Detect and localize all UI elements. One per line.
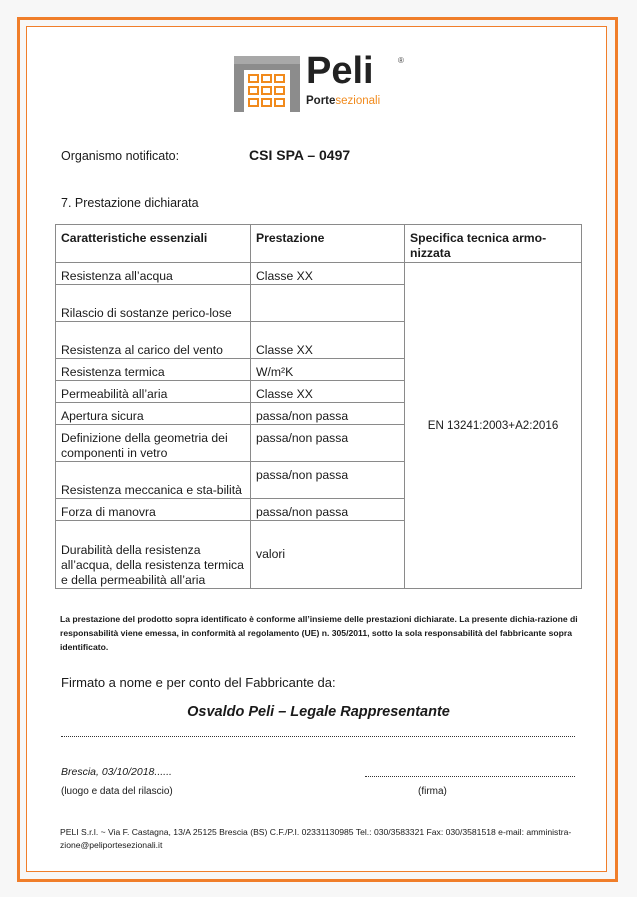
row-performance: valori: [251, 521, 405, 589]
row-performance: Classe XX: [251, 263, 405, 285]
header-harmonized-spec-line2: nizzata: [410, 246, 451, 260]
logo-window: [248, 98, 259, 107]
header-performance: Prestazione: [251, 225, 405, 263]
footer-line-2: zione@peliportesezionali.it: [60, 840, 163, 850]
table-header-row: [56, 225, 582, 263]
row-characteristic: Apertura sicura: [56, 403, 251, 425]
row-performance: passa/non passa: [251, 425, 405, 462]
harmonized-standard: EN 13241:2003+A2:2016: [405, 263, 582, 589]
row-characteristic: Rilascio di sostanze perico-lose: [56, 285, 251, 322]
logo-tagline: [306, 96, 380, 108]
signed-by-label: Firmato a nome e per conto del Fabbricante da:: [61, 675, 336, 690]
logo-window: [261, 86, 272, 95]
row-characteristic: Definizione della geometria dei componenti in vetro: [56, 425, 251, 462]
place-date: Brescia, 03/10/2018......: [61, 766, 172, 778]
logo-brand-text: Peli: [306, 50, 374, 92]
logo-building-roof: [234, 56, 300, 64]
logo-tagline-bold: Porte: [306, 95, 336, 107]
table-row: [56, 263, 582, 285]
registered-mark: ®: [398, 56, 404, 65]
signature-field-line: [365, 776, 575, 777]
declaration-note: La prestazione del prodotto sopra identificato è conforme all’insieme delle prestazioni dichiarate. La presente dichia-razione di responsabilità viene emessa, in conformità al regolamento (UE) n. 305/2011, sotto la sola responsabilità del fabbricante sopra identificato.: [60, 614, 578, 652]
row-characteristic: Forza di manovra: [56, 499, 251, 521]
row-characteristic: Resistenza al carico del vento: [56, 322, 251, 359]
header-harmonized-spec-line1: Specifica tecnica armo-: [410, 231, 547, 245]
logo-tagline-orange: sezionali: [335, 95, 381, 107]
row-performance: Classe XX: [251, 381, 405, 403]
row-characteristic: Resistenza termica: [56, 359, 251, 381]
peli-logo: [234, 50, 408, 114]
row-performance: W/m²K: [251, 359, 405, 381]
logo-door-panel: [244, 70, 290, 112]
row-characteristic: Permeabilità all’aria: [56, 381, 251, 403]
logo-window: [261, 74, 272, 83]
logo-window: [248, 86, 259, 95]
section-title: 7. Prestazione dichiarata: [61, 196, 199, 210]
performance-table: [55, 224, 582, 589]
signatory-name: Osvaldo Peli – Legale Rappresentante: [187, 704, 450, 720]
place-date-label: (luogo e data del rilascio): [61, 786, 173, 797]
company-footer: [60, 826, 586, 852]
logo-window: [248, 74, 259, 83]
row-performance: [251, 285, 405, 322]
notified-body-label: Organismo notificato:: [61, 149, 180, 163]
row-characteristic: Resistenza meccanica e sta-bilità: [56, 462, 251, 499]
row-performance: Classe XX: [251, 322, 405, 359]
footer-line-1: PELI S.r.l. ~ Via F. Castagna, 13/A 25125 Brescia (BS) C.F./P.I. 02331130985 Tel.: 030/3583321 Fax: 030/3581518 e-mail: amministra-: [60, 827, 572, 837]
row-characteristic: Durabilità della resistenza all’acqua, della resistenza termica e della permeabilità all’aria: [56, 521, 251, 589]
header-harmonized-spec: [405, 225, 582, 263]
signature-label: (firma): [418, 786, 447, 797]
row-performance: passa/non passa: [251, 499, 405, 521]
row-performance: passa/non passa: [251, 403, 405, 425]
logo-window: [261, 98, 272, 107]
row-characteristic: Resistenza all’acqua: [56, 263, 251, 285]
row-performance: passa/non passa: [251, 462, 405, 499]
signature-dotted-line: [61, 736, 575, 737]
logo-window: [274, 98, 285, 107]
notified-body-value: CSI SPA – 0497: [249, 147, 351, 163]
logo-window: [274, 86, 285, 95]
logo-window: [274, 74, 285, 83]
header-characteristics: Caratteristiche essenziali: [56, 225, 251, 263]
